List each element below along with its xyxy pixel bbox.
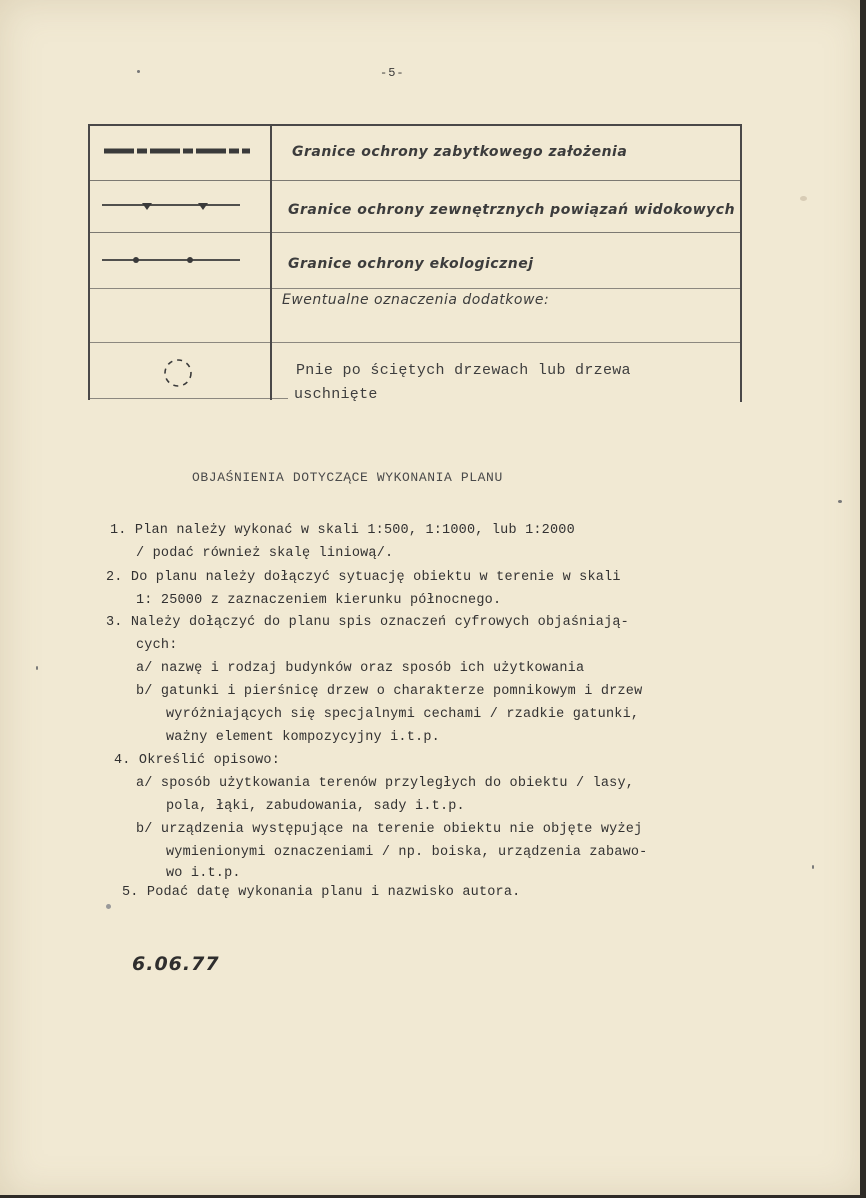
list-item: pola, łąki, zabudowania, sady i.t.p.: [166, 799, 465, 814]
legend-divider: [270, 124, 272, 400]
legend-rule: [88, 180, 742, 181]
list-item: b/ urządzenia występujące na terenie obiektu nie objęte wyżej: [136, 822, 643, 837]
legend-border-right: [740, 124, 742, 402]
list-item: 1. Plan należy wykonać w skali 1:500, 1:1000, lub 1:2000: [110, 523, 575, 538]
legend-text-heritage-boundary: Granice ochrony zabytkowego założenia: [292, 144, 628, 160]
legend-border-left: [88, 124, 90, 400]
list-item: wyróżniających się specjalnymi cechami / rzadkie gatunki,: [166, 707, 640, 722]
legend-table: [88, 124, 742, 403]
scan-edge-right: [860, 0, 866, 1198]
legend-rule: [88, 342, 742, 343]
list-item: 2. Do planu należy dołączyć sytuację obiektu w terenie w skali: [106, 570, 621, 585]
legend-text-view-boundary: Granice ochrony zewnętrznych powiązań widokowych: [288, 202, 736, 218]
list-item: 5. Podać datę wykonania planu i nazwisko autora.: [122, 885, 521, 900]
list-item: a/ sposób użytkowania terenów przyległych do obiektu / lasy,: [136, 776, 635, 791]
legend-rule: [88, 232, 742, 233]
legend-rule: [88, 124, 742, 126]
scan-speck: [36, 666, 38, 670]
list-item: wo i.t.p.: [166, 866, 241, 881]
legend-rule: [88, 398, 288, 399]
scan-speck: [137, 70, 140, 73]
list-item: a/ nazwę i rodzaj budynków oraz sposób ich użytkowania: [136, 661, 585, 676]
legend-text-stumps-cont: uschnięte: [294, 386, 378, 403]
list-item: 4. Określić opisowo:: [114, 753, 281, 768]
scan-speck: [838, 500, 842, 503]
list-item: 1: 25000 z zaznaczeniem kierunku północnego.: [136, 593, 502, 608]
list-item: b/ gatunki i pierśnicę drzew o charakterze pomnikowym i drzew: [136, 684, 643, 699]
scan-speck: [106, 904, 111, 909]
legend-rule: [88, 288, 742, 289]
dot-marker-line-icon: [102, 254, 242, 266]
handwritten-date: 6.06.77: [132, 953, 220, 975]
list-item: ważny element kompozycyjny i.t.p.: [166, 730, 440, 745]
list-item: cych:: [136, 638, 178, 653]
triangle-marker-line-icon: [102, 200, 242, 212]
dashed-circle-icon: [160, 356, 196, 390]
scan-speck: [812, 865, 814, 869]
legend-text-ecological-boundary: Granice ochrony ekologicznej: [288, 256, 534, 272]
thick-dashed-line-icon: [102, 146, 252, 156]
list-item: wymienionymi oznaczeniami / np. boiska, urządzenia zabawo-: [166, 845, 648, 860]
legend-text-stumps: Pnie po ściętych drzewach lub drzewa: [296, 362, 631, 379]
page-number: -5-: [380, 66, 405, 80]
list-item: / podać również skalę liniową/.: [136, 546, 394, 561]
legend-text-additional-markings: Ewentualne oznaczenia dodatkowe:: [282, 292, 550, 308]
section-title: OBJAŚNIENIA DOTYCZĄCE WYKONANIA PLANU: [192, 470, 503, 485]
scan-speck: [800, 196, 807, 201]
list-item: 3. Należy dołączyć do planu spis oznaczeń cyfrowych objaśniają-: [106, 615, 629, 630]
